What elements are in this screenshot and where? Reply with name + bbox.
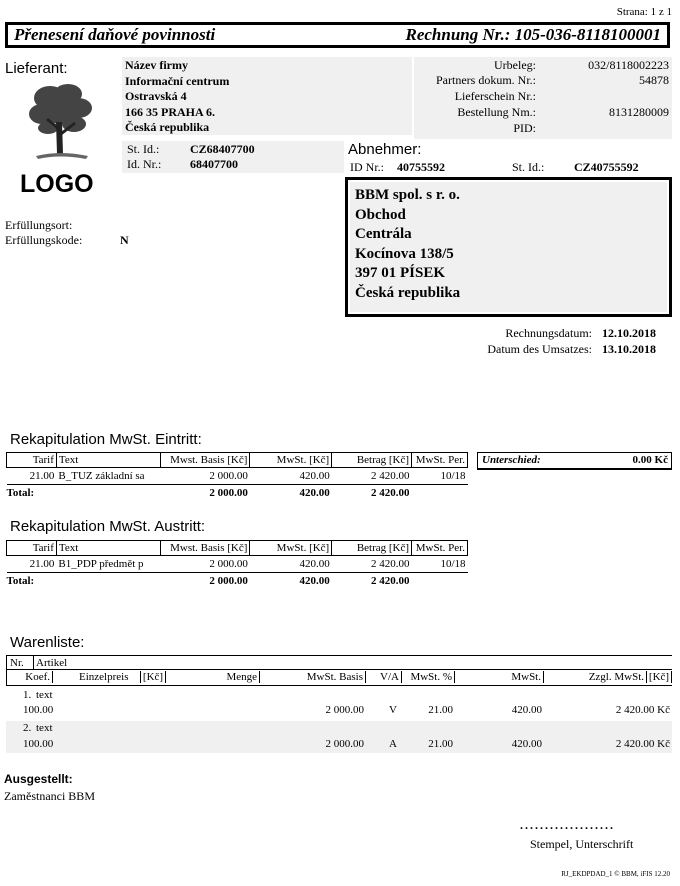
column-header: [Kč] — [140, 671, 166, 683]
document-type-title: Přenesení daňové povinnosti — [14, 25, 216, 44]
document-info-block — [414, 57, 672, 139]
item-vat: 420.00 — [511, 738, 542, 750]
item-koef: 100.00 — [23, 738, 54, 750]
column-header: Betrag [Kč] — [332, 453, 412, 468]
item-number: 1. — [23, 689, 32, 701]
column-header: Zzgl. MwSt. — [588, 671, 644, 683]
customer-address-box — [345, 177, 672, 317]
fulfillment-place-label: Erfüllungsort: — [5, 218, 73, 232]
item-header-row-1 — [6, 655, 672, 670]
column-header: Text — [56, 453, 160, 468]
invoice-number-title: Rechnung Nr.: 105-036-8118100001 — [405, 25, 661, 44]
customer-id-nr-label: ID Nr.: — [350, 160, 384, 174]
company-logo — [26, 82, 96, 164]
customer-label: Abnehmer: — [348, 141, 422, 158]
total-basis: 2 000.00 — [209, 575, 248, 587]
tax-date-label: Datum des Umsatzes: — [487, 342, 592, 356]
table-header-row — [7, 541, 468, 556]
table-header-row — [7, 453, 468, 468]
supplier-name-line: Název firmy — [125, 58, 188, 72]
table-cell: 10/18 — [412, 556, 468, 573]
supplier-address-block — [122, 57, 412, 135]
total-row — [7, 573, 468, 590]
customer-address-line: Centrála — [355, 226, 412, 242]
vat-input-recap-title: Rekapitulation MwSt. Eintritt: — [10, 431, 202, 448]
table-cell: 21.00 — [7, 556, 57, 573]
column-header: MwSt. — [511, 671, 544, 683]
column-header: Menge — [226, 671, 260, 683]
table-cell: 420.00 — [250, 468, 332, 485]
total-amount: 2 420.00 — [371, 487, 410, 499]
item-row — [6, 687, 672, 719]
table-cell: B1_PDP předmět p — [56, 556, 160, 573]
table-row — [7, 468, 468, 485]
column-header: MwSt. % — [410, 671, 455, 683]
table-cell: 420.00 — [250, 556, 332, 573]
table-cell: 2 000.00 — [160, 468, 250, 485]
item-text: text — [36, 689, 53, 701]
customer-address-line: Obchod — [355, 206, 406, 223]
column-header: Tarif — [7, 453, 57, 468]
item-vat: 420.00 — [511, 704, 542, 716]
total-basis: 2 000.00 — [209, 487, 248, 499]
item-va: A — [389, 738, 397, 750]
customer-address-line: Česká republika — [355, 284, 461, 301]
item-koef: 100.00 — [23, 704, 54, 716]
item-vat-percent: 21.00 — [428, 704, 453, 716]
item-list-title: Warenliste: — [10, 634, 85, 651]
footer-text: RJ_EKDPDAD_1 © BBM, iFIS 12.20 — [561, 870, 670, 878]
signature-line: ................... — [520, 818, 615, 832]
table-cell: 21.00 — [7, 468, 57, 485]
customer-address-line: BBM spol. s r. o. — [355, 187, 460, 203]
total-label: Total: — [6, 575, 35, 587]
fulfillment-code-label: Erfüllungskode: — [5, 233, 83, 247]
invoice-date-value: 12.10.2018 — [602, 326, 656, 340]
column-header: Koef. — [7, 671, 53, 683]
column-header: Mwst. Basis [Kč] — [160, 453, 250, 468]
supplier-ids-block — [122, 141, 344, 173]
supplier-id-nr-value: 68407700 — [190, 157, 238, 171]
column-header: Einzelpreis — [79, 671, 129, 683]
delivery-note-label: Lieferschein Nr.: — [454, 89, 536, 103]
column-header: MwSt. Basis — [307, 671, 366, 683]
supplier-name-line: 166 35 PRAHA 6. — [125, 104, 215, 119]
item-list-table — [6, 655, 672, 771]
column-header: Mwst. Basis [Kč] — [160, 541, 250, 556]
column-header: MwSt. Per. — [412, 453, 468, 468]
item-va: V — [389, 704, 397, 716]
difference-box — [477, 452, 672, 470]
vat-input-recap-table — [6, 452, 468, 501]
column-header: V/A — [380, 671, 402, 683]
invoice-date-label: Rechnungsdatum: — [505, 326, 592, 340]
column-header: Artikel — [33, 656, 67, 670]
vat-output-recap-table — [6, 540, 468, 589]
table-cell: B_TUZ základní sa — [56, 468, 160, 485]
table-cell: 2 000.00 — [160, 556, 250, 573]
document-title-bar — [5, 22, 670, 48]
column-header: MwSt. Per. — [412, 541, 468, 556]
total-amount: 2 420.00 — [371, 575, 410, 587]
order-number-value: 8131280009 — [609, 105, 669, 119]
supplier-st-id-value: CZ68407700 — [190, 142, 255, 156]
column-header: MwSt. [Kč] — [250, 541, 332, 556]
urbeleg-label: Urbeleg: — [494, 58, 536, 72]
tree-icon — [26, 82, 96, 164]
signature-label: Stempel, Unterschrift — [530, 837, 634, 851]
item-vat-basis: 2 000.00 — [325, 704, 364, 716]
supplier-id-nr-label: Id. Nr.: — [127, 157, 162, 171]
pid-label: PID: — [513, 121, 536, 135]
total-label: Total: — [6, 487, 35, 499]
vat-output-recap-title: Rekapitulation MwSt. Austritt: — [10, 518, 206, 535]
total-vat: 420.00 — [299, 575, 330, 587]
customer-address-line: Kocínova 138/5 — [355, 245, 454, 262]
fulfillment-code-value: N — [120, 233, 129, 247]
column-header: [Kč] — [646, 671, 672, 683]
tax-date-value: 13.10.2018 — [602, 342, 656, 356]
table-cell: 2 420.00 — [332, 556, 412, 573]
table-cell: 10/18 — [412, 468, 468, 485]
column-header: Betrag [Kč] — [332, 541, 412, 556]
customer-st-id-value: CZ40755592 — [574, 160, 639, 174]
customer-st-id-label: St. Id.: — [512, 160, 545, 174]
urbeleg-value: 032/8118002223 — [588, 58, 669, 72]
table-row — [7, 556, 468, 573]
logo-text: LOGO — [20, 170, 94, 198]
order-number-label: Bestellung Nm.: — [457, 105, 536, 119]
total-vat: 420.00 — [299, 487, 330, 499]
column-header: MwSt. [Kč] — [250, 453, 332, 468]
supplier-label: Lieferant: — [5, 60, 68, 77]
item-total: 2 420.00 Kč — [615, 738, 670, 750]
partner-doc-label: Partners dokum. Nr.: — [436, 73, 536, 87]
item-vat-basis: 2 000.00 — [325, 738, 364, 750]
supplier-name-line: Ostravská 4 — [125, 89, 187, 103]
issued-value: Zaměstnanci BBM — [4, 789, 95, 803]
difference-value: 0.00 Kč — [632, 454, 668, 466]
item-text: text — [36, 722, 53, 734]
item-number: 2. — [23, 722, 32, 734]
total-row — [7, 485, 468, 502]
column-header: Text — [56, 541, 160, 556]
item-vat-percent: 21.00 — [428, 738, 453, 750]
item-header-row-2 — [6, 670, 672, 686]
column-header: Nr. — [10, 657, 24, 669]
supplier-name-line: Informační centrum — [125, 73, 230, 88]
page-number: Strana: 1 z 1 — [616, 6, 672, 18]
partner-doc-value: 54878 — [639, 73, 669, 87]
item-row — [6, 721, 672, 753]
issued-label: Ausgestellt: — [4, 772, 73, 786]
supplier-st-id-label: St. Id.: — [127, 142, 160, 156]
column-header: Tarif — [7, 541, 57, 556]
customer-id-nr-value: 40755592 — [397, 160, 445, 174]
item-total: 2 420.00 Kč — [615, 704, 670, 716]
difference-label: Unterschied: — [482, 454, 541, 466]
customer-address-line: 397 01 PÍSEK — [355, 265, 446, 281]
supplier-name-line: Česká republika — [125, 120, 210, 134]
table-cell: 2 420.00 — [332, 468, 412, 485]
